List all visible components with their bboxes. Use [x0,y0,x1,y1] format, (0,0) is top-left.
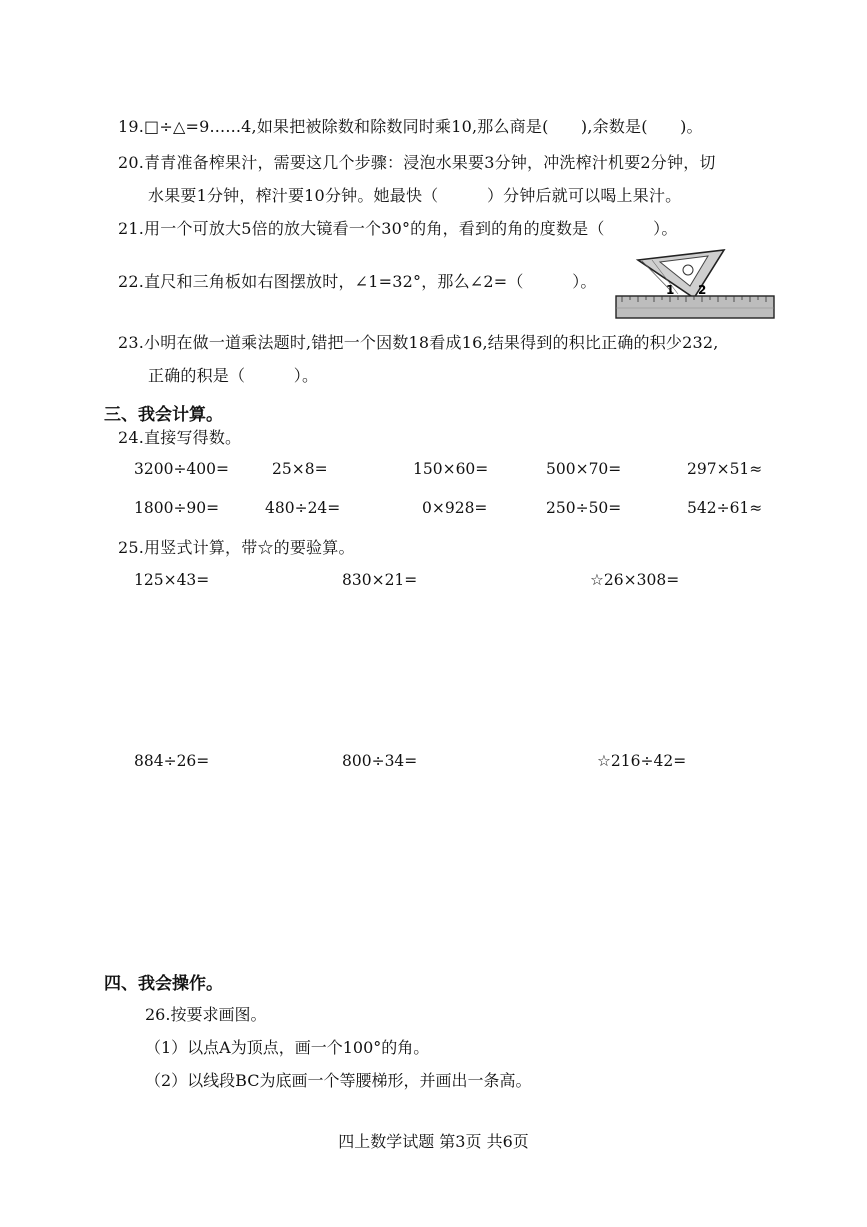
calc-r2-c5: 542÷61≈ [687,499,763,517]
section-3-title: 三、我会计算。 [104,405,223,425]
calc-r1-c5: 297×51≈ [687,460,763,478]
vertical-calc-r2-c1: 884÷26= [134,752,210,770]
question-26-part1: （1）以点A为顶点，画一个100°的角。 [145,1038,430,1057]
question-20-line2: 水果要1分钟，榨汁要10分钟。她最快（ ）分钟后就可以喝上果汁。 [148,186,682,205]
question-23-line1: 23.小明在做一道乘法题时,错把一个因数18看成16,结果得到的积比正确的积少232, [118,333,719,352]
question-19: 19.□÷△=9......4,如果把被除数和除数同时乘10,那么商是( ),余数是( )。 [118,117,703,136]
calc-r1-c1: 3200÷400= [134,460,230,478]
calc-r1-c3: 150×60= [413,460,489,478]
calc-r1-c2: 25×8= [272,460,328,478]
question-23-line2: 正确的积是（ ）。 [148,366,319,385]
calc-r2-c1: 1800÷90= [134,499,220,517]
vertical-calc-r1-c1: 125×43= [134,571,210,589]
vertical-calc-r2-c3: ☆216÷42= [597,752,687,770]
question-20-line1: 20.青青准备榨果汁，需要这几个步骤：浸泡水果要3分钟，冲洗榨汁机要2分钟，切 [118,153,716,172]
question-25-title: 25.用竖式计算，带☆的要验算。 [118,538,355,557]
page-footer: 四上数学试题 第3页 共6页 [338,1132,529,1151]
angle-2-label: 2 [698,283,707,297]
vertical-calc-r1-c2: 830×21= [342,571,418,589]
question-22: 22.直尺和三角板如右图摆放时，∠1=32°，那么∠2=（ ）。 [118,272,597,291]
vertical-calc-r2-c2: 800÷34= [342,752,418,770]
calc-r2-c2: 480÷24= [265,499,341,517]
angle-1-label: 1 [666,283,675,297]
section-4-title: 四、我会操作。 [104,974,223,994]
calc-r1-c4: 500×70= [546,460,622,478]
question-21: 21.用一个可放大5倍的放大镜看一个30°的角，看到的角的度数是（ ）。 [118,219,678,238]
question-26-title: 26.按要求画图。 [145,1005,267,1024]
question-24-title: 24.直接写得数。 [118,428,242,447]
calc-r2-c4: 250÷50= [546,499,622,517]
question-26-part2: （2）以线段BC为底画一个等腰梯形，并画出一条高。 [145,1071,532,1090]
ruler-triangle-figure [612,248,778,322]
vertical-calc-r1-c3: ☆26×308= [590,571,680,589]
calc-r2-c3: 0×928= [422,499,488,517]
